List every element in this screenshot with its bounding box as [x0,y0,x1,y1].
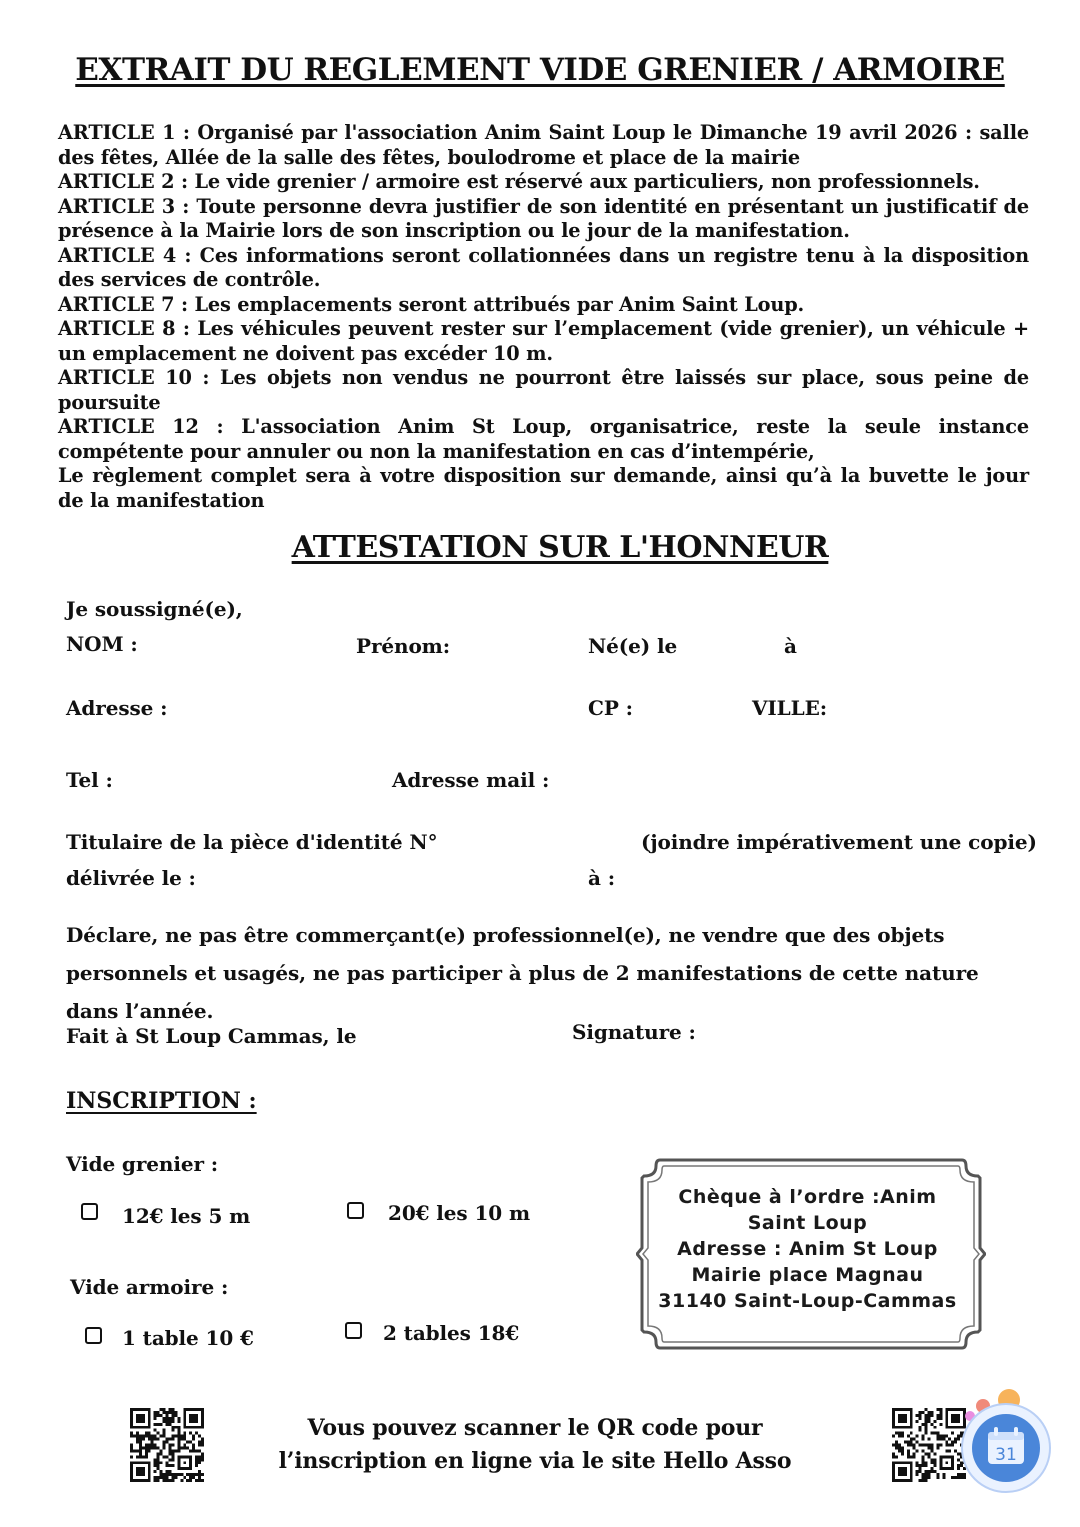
checkbox-va-2-tables[interactable] [345,1322,362,1339]
va-option-2-tables: 2 tables 18€ [383,1321,520,1345]
birthplace-label: à [784,634,797,658]
cheque-line-1: Chèque à l’ordre :Anim [678,1186,937,1208]
vide-grenier-label: Vide grenier : [66,1152,219,1176]
article-12: ARTICLE 12 : L'association Anim St Loup, organisatrice, reste la seule instance compétente pour annuler ou non la manifestation en cas d’intempérie, [58,415,1029,463]
address-label: Adresse : [66,696,168,720]
qr-line-1: Vous pouvez scanner le QR code pour [307,1415,763,1441]
cheque-line-4: Mairie place Magnau [691,1264,924,1286]
declaration-text: Déclare, ne pas être commerçant(e) professionnel(e), ne vendre que des objets personnels et usagés, ne pas participer à plus de 2 manifestations de cette nature dans l’année. [66,923,979,1023]
qr-line-2: l’inscription en ligne via le site Hello Asso [278,1448,792,1474]
issued-date-label: délivrée le : [66,866,196,890]
cheque-line-5: 31140 Saint-Loup-Cammas [658,1290,957,1312]
article-10: ARTICLE 10 : Les objets non vendus ne pourront être laissés sur place, sous peine de poursuite [58,366,1029,414]
cheque-info [655,1184,960,1314]
vg-option-10m: 20€ les 10 m [388,1201,531,1225]
cheque-line-3: Adresse : Anim St Loup [677,1238,938,1260]
prenom-label: Prénom: [356,634,451,658]
article-1: ARTICLE 1 : Organisé par l'association Anim Saint Loup le Dimanche 19 avril 2026 : salle des fêtes, Allée de la salle des fêtes, boulodrome et place de la mairie [58,121,1029,169]
regulation-note: Le règlement complet sera à votre disposition sur demande, ainsi qu’à la buvette le jour de la manifestation [58,464,1029,512]
qr-instructions [260,1412,810,1478]
phone-label: Tel : [66,768,113,792]
attestation-title: ATTESTATION SUR L'HONNEUR [291,530,829,565]
made-at-label: Fait à St Loup Cammas, le [66,1024,357,1048]
page-title: EXTRAIT DU REGLEMENT VIDE GRENIER / ARMOIRE [75,52,1005,88]
article-4: ARTICLE 4 : Ces informations seront collationnées dans un registre tenu à la disposition des services de contrôle. [58,243,1029,291]
postal-code-label: CP : [588,696,633,720]
id-copy-note: (joindre impérativement une copie) [641,830,1037,854]
birthdate-label: Né(e) le [588,634,678,658]
nom-label: NOM : [66,632,138,656]
checkbox-vg-10m[interactable] [347,1202,364,1219]
email-label: Adresse mail : [392,768,550,792]
intro-label: Je soussigné(e), [66,597,243,621]
qr-code-right-icon[interactable] [892,1408,966,1482]
checkbox-va-1-table[interactable] [85,1327,102,1344]
id-number-label: Titulaire de la pièce d'identité N° [66,830,438,854]
article-8: ARTICLE 8 : Les véhicules peuvent rester sur l’emplacement (vide grenier), un véhicule + un emplacement ne doivent pas excéder 10 m. [58,317,1029,365]
regulation-articles [58,121,1029,513]
checkbox-vg-5m[interactable] [81,1203,98,1220]
article-7: ARTICLE 7 : Les emplacements seront attribués par Anim Saint Loup. [58,292,805,316]
article-2: ARTICLE 2 : Le vide grenier / armoire est réservé aux particuliers, non professionnels. [58,170,980,193]
issued-place-label: à : [588,866,616,890]
inscription-title: INSCRIPTION : [66,1088,257,1114]
calendar-badge-icon[interactable] [960,1386,1056,1496]
city-label: VILLE: [752,696,828,720]
vide-armoire-label: Vide armoire : [70,1275,229,1299]
vg-option-5m: 12€ les 5 m [122,1204,251,1228]
qr-code-left-icon[interactable] [130,1408,204,1482]
article-3: ARTICLE 3 : Toute personne devra justifier de son identité en présentant un justificatif de présence à la Mairie lors de son inscription ou le jour de la manifestation. [58,194,1029,242]
signature-label: Signature : [572,1020,696,1044]
cheque-line-2: Saint Loup [747,1212,868,1234]
va-option-1-table: 1 table 10 € [122,1326,254,1350]
calendar-day-number: 31 [995,1445,1017,1465]
